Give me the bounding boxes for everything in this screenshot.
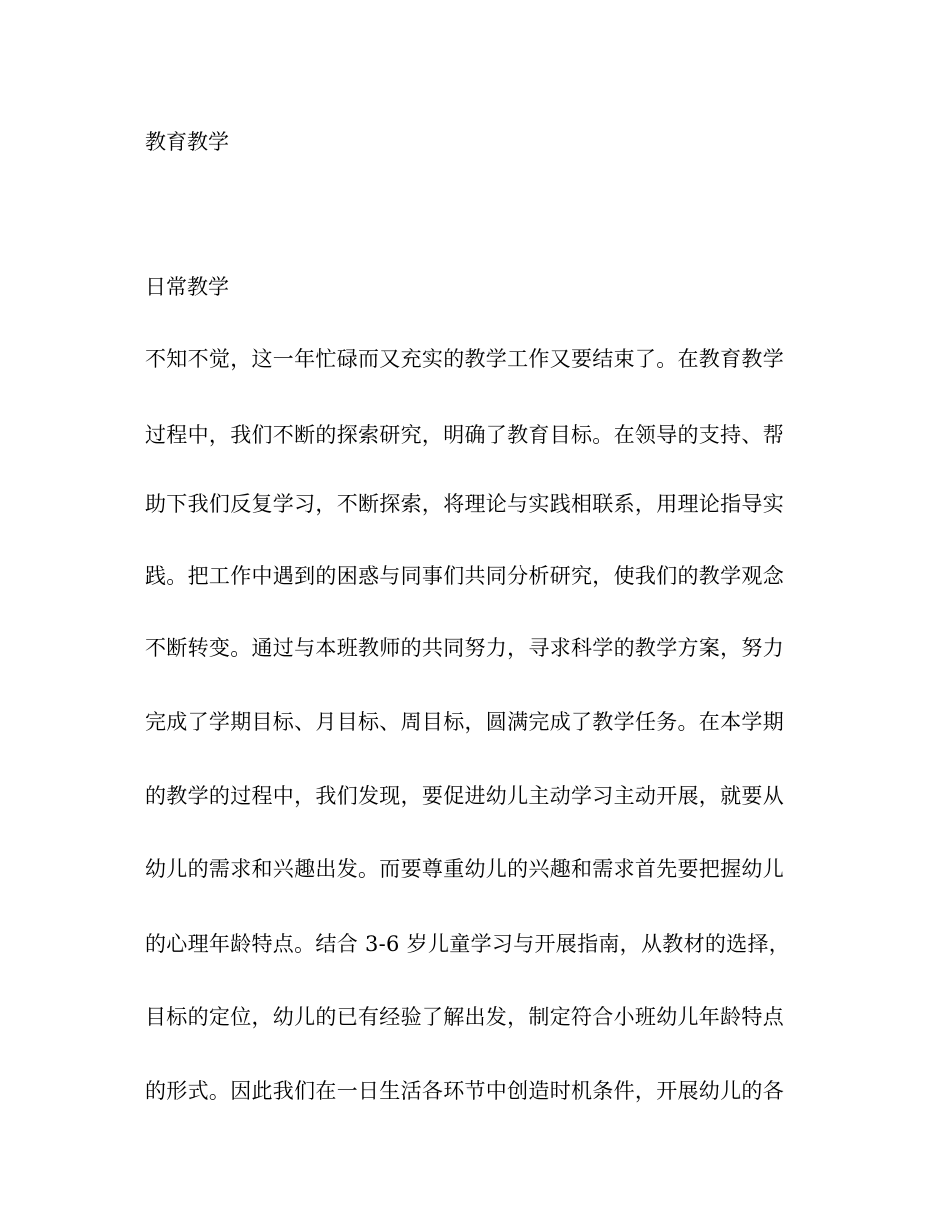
body-line: 幼儿的需求和兴趣出发。而要尊重幼儿的兴趣和需求首先要把握幼儿 <box>145 857 784 881</box>
subsection-title: 日常教学 <box>145 275 229 299</box>
body-line: 的心理年龄特点。结合 3-6 岁儿童学习与开展指南，从教材的选择， <box>145 932 791 956</box>
body-line: 目标的定位，幼儿的已有经验了解出发，制定符合小班幼儿年龄特点 <box>145 1005 784 1029</box>
body-line: 过程中，我们不断的探索研究，明确了教育目标。在领导的支持、帮 <box>145 423 784 447</box>
body-line: 的教学的过程中，我们发现，要促进幼儿主动学习主动开展，就要从 <box>145 784 784 808</box>
body-line: 完成了学期目标、月目标、周目标，圆满完成了教学任务。在本学期 <box>145 710 784 734</box>
section-title: 教育教学 <box>145 130 229 154</box>
body-line: 的形式。因此我们在一日生活各环节中创造时机条件，开展幼儿的各 <box>145 1079 784 1103</box>
body-line: 助下我们反复学习，不断探索，将理论与实践相联系，用理论指导实 <box>145 492 784 516</box>
body-line: 不知不觉，这一年忙碌而又充实的教学工作又要结束了。在教育教学 <box>145 347 784 371</box>
body-line: 践。把工作中遇到的困惑与同事们共同分析研究，使我们的教学观念 <box>145 564 784 588</box>
body-line: 不断转变。通过与本班教师的共同努力，寻求科学的教学方案，努力 <box>145 636 784 660</box>
